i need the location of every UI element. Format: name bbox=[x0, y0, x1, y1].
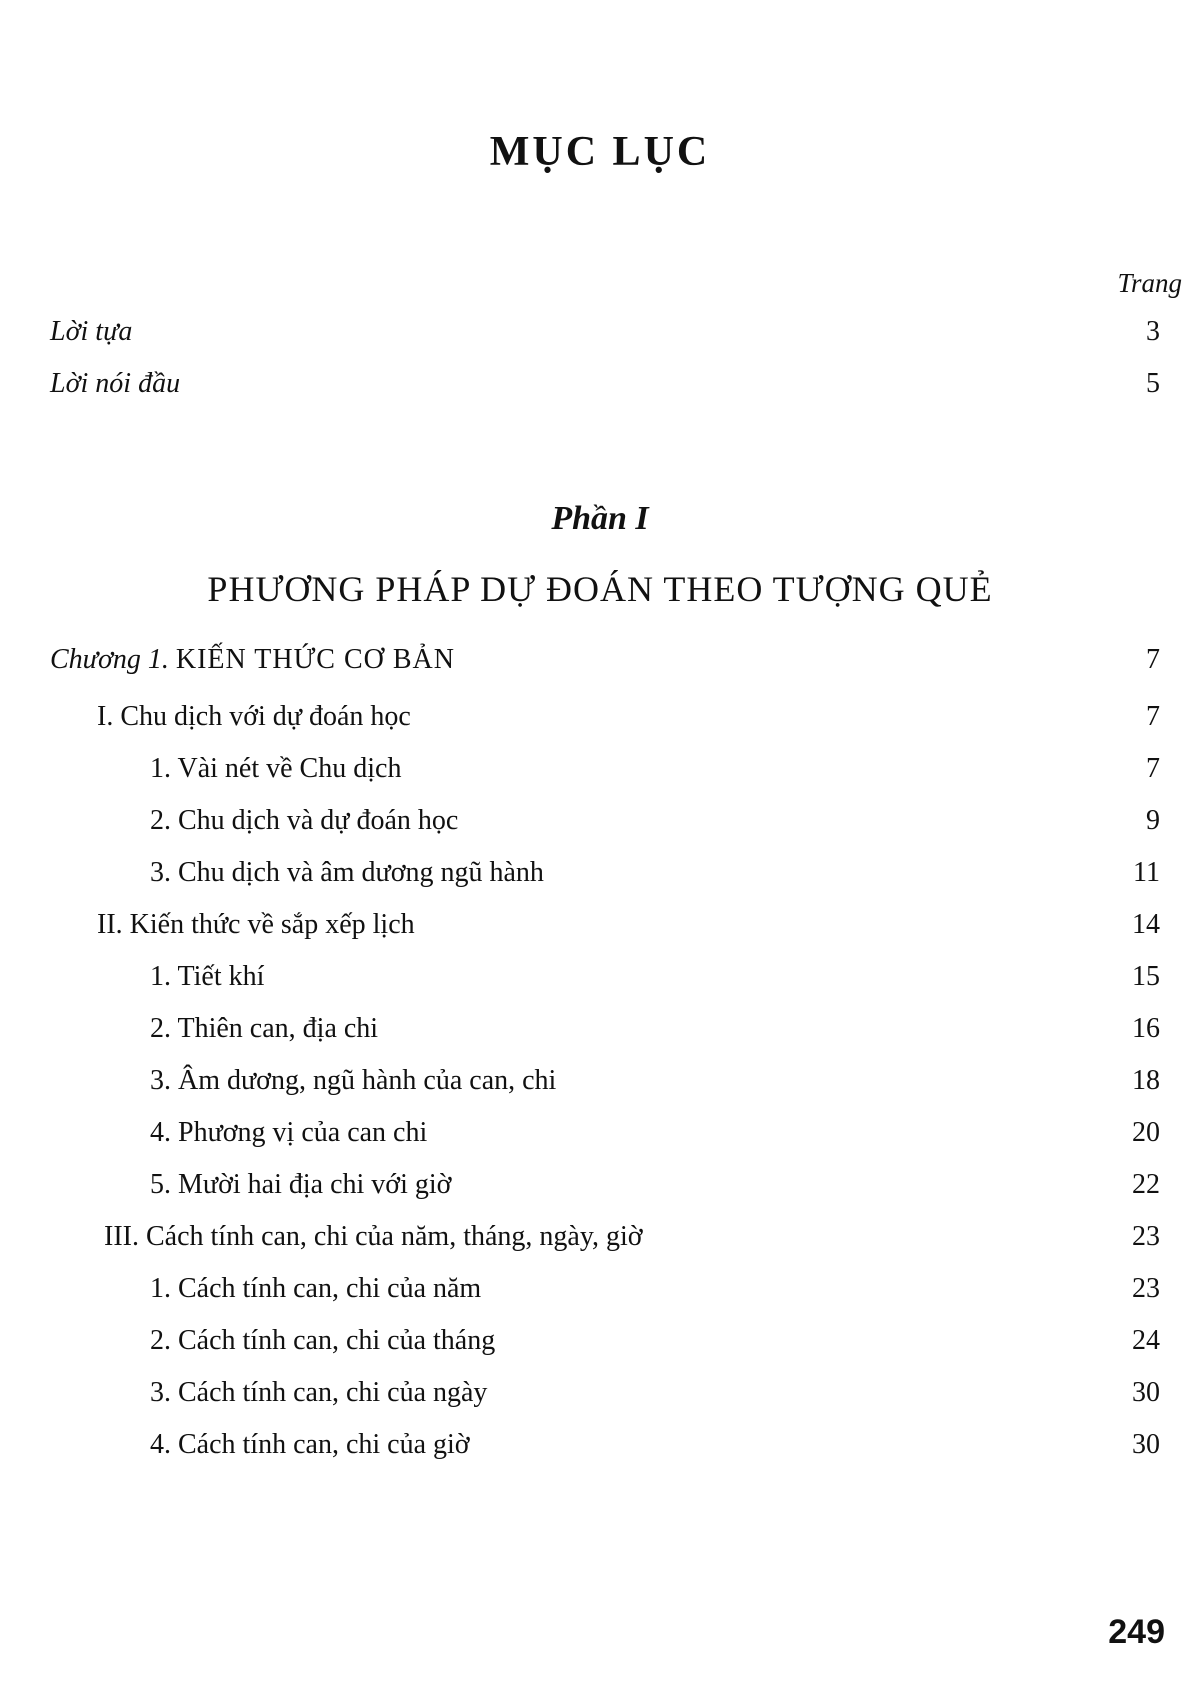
entry-label: 1. Vài nét về Chu dịch bbox=[150, 753, 402, 784]
entry-page: 22 bbox=[1132, 1169, 1160, 1200]
toc-entry bbox=[0, 1373, 1200, 1413]
entry-label: III. Cách tính can, chi của năm, tháng, ngày, giờ bbox=[104, 1221, 643, 1252]
entry-page: 7 bbox=[1146, 701, 1160, 732]
entry-label: 3. Chu dịch và âm dương ngũ hành bbox=[150, 857, 544, 888]
toc-entry-intro bbox=[0, 312, 1200, 352]
toc-entry bbox=[0, 1425, 1200, 1465]
toc-entry bbox=[0, 1165, 1200, 1205]
part-title: PHƯƠNG PHÁP DỰ ĐOÁN THEO TƯỢNG QUẺ bbox=[207, 569, 993, 609]
entry-label: 5. Mười hai địa chi với giờ bbox=[150, 1169, 452, 1200]
entry-page: 14 bbox=[1132, 909, 1160, 940]
toc-entry bbox=[0, 853, 1200, 893]
entry-label: 4. Phương vị của can chi bbox=[150, 1117, 428, 1148]
entry-page: 24 bbox=[1132, 1325, 1160, 1356]
entry-label: 3. Âm dương, ngũ hành của can, chi bbox=[150, 1065, 557, 1096]
toc-entry bbox=[0, 957, 1200, 997]
entry-page: 5 bbox=[1146, 368, 1160, 399]
entry-page: 23 bbox=[1132, 1273, 1160, 1304]
entry-page: 23 bbox=[1132, 1221, 1160, 1252]
entry-label: 2. Chu dịch và dự đoán học bbox=[150, 805, 459, 836]
toc-entry bbox=[0, 801, 1200, 841]
entry-label: 3. Cách tính can, chi của ngày bbox=[150, 1377, 488, 1408]
entry-label: Lời tựa bbox=[50, 316, 133, 347]
part-heading: Phần I bbox=[551, 500, 649, 537]
page-column-label: Trang bbox=[1117, 268, 1182, 298]
entry-page: 20 bbox=[1132, 1117, 1160, 1148]
entry-label: I. Chu dịch với dự đoán học bbox=[97, 701, 411, 732]
entry-label: 2. Cách tính can, chi của tháng bbox=[150, 1325, 496, 1356]
entry-label: II. Kiến thức về sắp xếp lịch bbox=[97, 909, 415, 940]
entry-page: 7 bbox=[1146, 753, 1160, 784]
entry-page: 11 bbox=[1133, 857, 1160, 888]
toc-entry bbox=[0, 1113, 1200, 1153]
entry-page: 16 bbox=[1132, 1013, 1160, 1044]
entry-page: 3 bbox=[1146, 316, 1160, 347]
toc-entry bbox=[0, 1009, 1200, 1049]
entry-page: 30 bbox=[1132, 1377, 1160, 1408]
page-number: 249 bbox=[1108, 1613, 1165, 1651]
chapter-prefix: Chương 1. bbox=[50, 644, 169, 675]
entry-page: 30 bbox=[1132, 1429, 1160, 1460]
entry-label: Lời nói đầu bbox=[50, 368, 181, 399]
toc-entry bbox=[0, 1269, 1200, 1309]
toc-entry bbox=[0, 1217, 1200, 1257]
entry-page: 15 bbox=[1132, 961, 1160, 992]
toc-title: MỤC LỤC bbox=[489, 129, 711, 175]
entry-page: 9 bbox=[1146, 805, 1160, 836]
toc-entry bbox=[0, 697, 1200, 737]
entry-page: 18 bbox=[1132, 1065, 1160, 1096]
entry-label: 4. Cách tính can, chi của giờ bbox=[150, 1429, 470, 1460]
entry-page: 7 bbox=[1146, 644, 1160, 675]
chapter-title: KIẾN THỨC CƠ BẢN bbox=[175, 644, 455, 675]
toc-entry bbox=[0, 749, 1200, 789]
entry-label: 1. Tiết khí bbox=[150, 961, 265, 992]
toc-entry bbox=[0, 1061, 1200, 1101]
entry-label: 2. Thiên can, địa chi bbox=[150, 1013, 379, 1044]
toc-chapter-row bbox=[0, 640, 1200, 680]
entry-label: 1. Cách tính can, chi của năm bbox=[150, 1273, 482, 1304]
toc-entry bbox=[0, 905, 1200, 945]
toc-entry bbox=[0, 1321, 1200, 1361]
toc-entry-intro bbox=[0, 364, 1200, 404]
